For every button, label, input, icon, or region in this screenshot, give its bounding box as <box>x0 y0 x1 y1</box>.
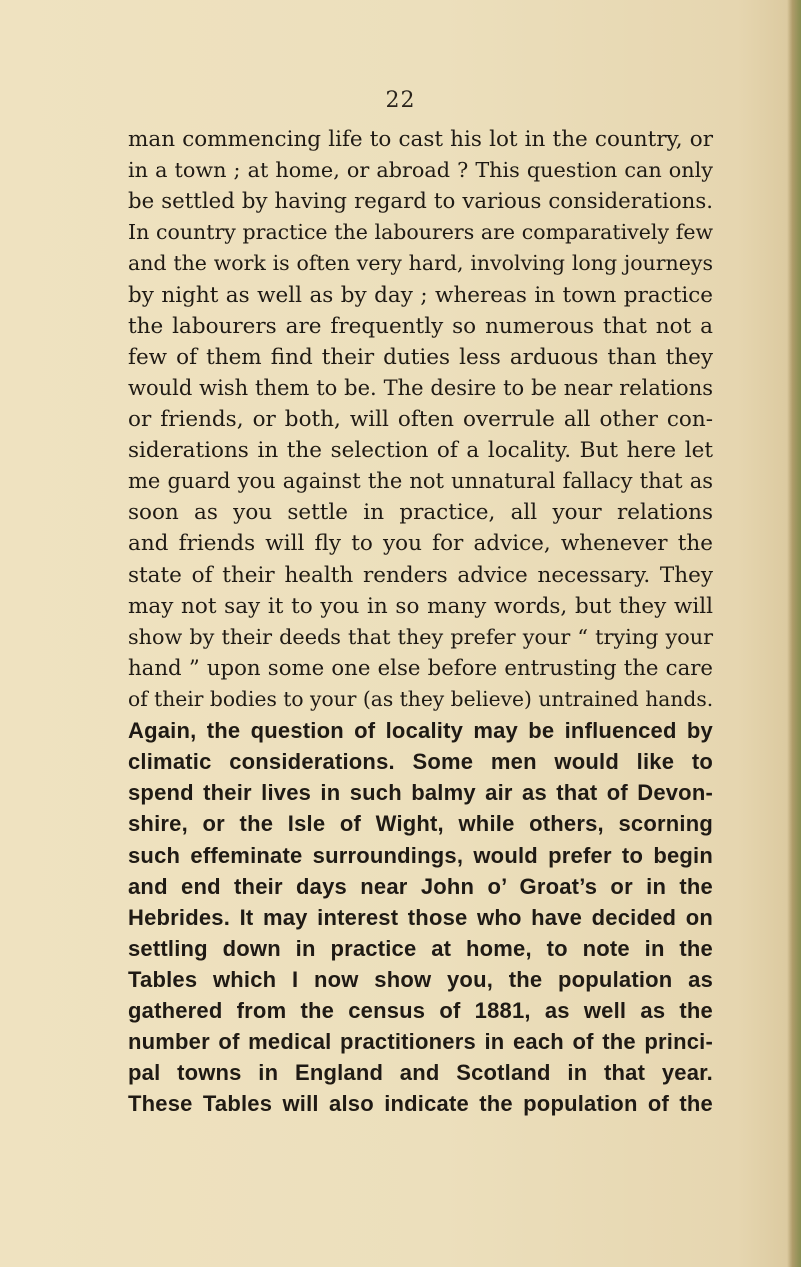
text-line: few of them find their duties less arduous than they <box>128 344 713 370</box>
text-line: man commencing life to cast his lot in the country, or <box>128 127 713 152</box>
text-line: Hebrides. It may interest those who have decided on <box>128 904 713 930</box>
text-line: be settled by having regard to various considerations. <box>128 189 713 215</box>
text-line: by night as well as by day ; whereas in town practice <box>128 282 713 308</box>
text-line: may not say it to you in so many words, but they will <box>128 593 713 619</box>
text-line: show by their deeds that they prefer your “ trying your <box>128 624 713 649</box>
text-line: siderations in the selection of a locality. But here let <box>128 438 713 464</box>
text-line: and friends will fly to you for advice, whenever the <box>128 531 713 557</box>
text-line: the labourers are frequently so numerous that not a <box>128 313 713 339</box>
page-number: 22 <box>385 88 416 113</box>
text-line: Again, the question of locality may be influenced by <box>128 718 713 744</box>
text-line: state of their health renders advice necessary. They <box>128 562 713 588</box>
text-line: number of medical practitioners in each of the princi- <box>128 1029 713 1055</box>
text-line: and end their days near John o’ Groat’s or in the <box>128 873 713 899</box>
text-line: spend their lives in such balmy air as that of Devon- <box>128 780 713 806</box>
text-line: would wish them to be. The desire to be near relations <box>128 375 713 400</box>
text-line: such effeminate surroundings, would prefer to begin <box>128 842 713 868</box>
text-line: me guard you against the not unnatural fallacy that as <box>128 469 713 494</box>
text-line: Tables which I now show you, the population as <box>128 966 713 992</box>
text-line: climatic considerations. Some men would like to <box>128 749 713 775</box>
text-line: in a town ; at home, or abroad ? This question can only <box>128 158 713 183</box>
text-line: and the work is often very hard, involving long journeys <box>128 251 713 276</box>
text-line: of their bodies to your (as they believe) untrained hands. <box>128 686 714 711</box>
page-edge-shadow <box>787 0 801 1267</box>
text-line: These Tables will also indicate the population of the <box>128 1091 713 1117</box>
text-line: hand ” upon some one else before entrusting the care <box>128 655 713 681</box>
text-line: pal towns in England and Scotland in that year. <box>128 1060 713 1086</box>
text-line: shire, or the Isle of Wight, while others, scorning <box>128 811 713 837</box>
text-line: gathered from the census of 1881, as well as the <box>128 998 713 1024</box>
text-line: settling down in practice at home, to note in the <box>128 935 713 961</box>
text-line: soon as you settle in practice, all your relations <box>128 500 713 526</box>
text-line: or friends, or both, will often overrule all other con- <box>128 406 713 432</box>
text-line: In country practice the labourers are comparatively few <box>128 220 713 245</box>
body-text <box>128 124 713 1120</box>
